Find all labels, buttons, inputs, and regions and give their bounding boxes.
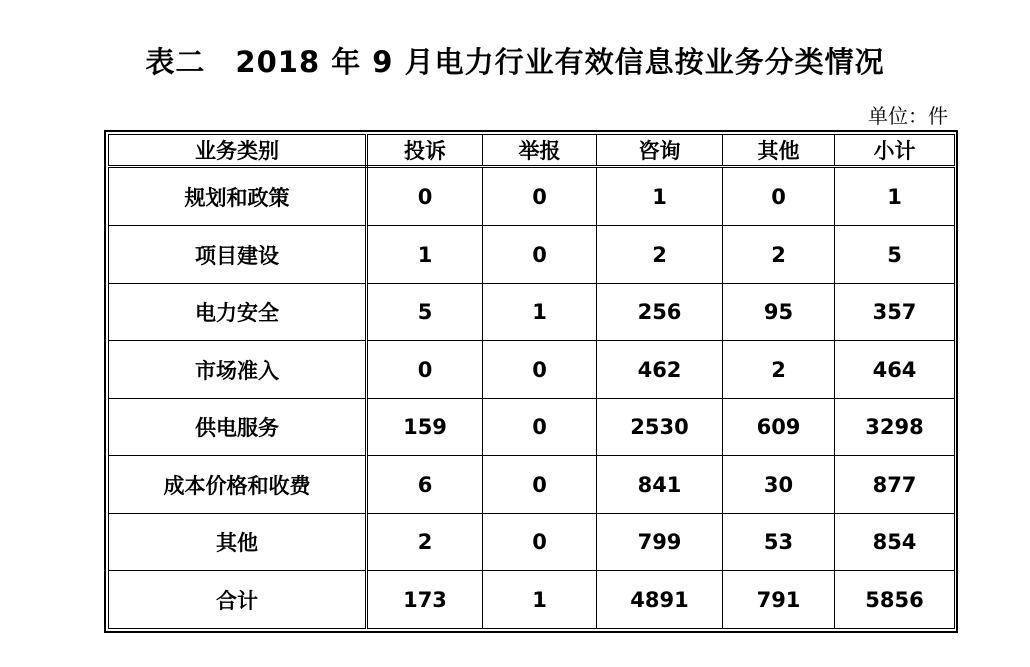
cell-inquiry: 799: [597, 513, 723, 571]
cell-subtotal: 1: [835, 167, 955, 226]
cell-inquiry: 1: [597, 167, 723, 226]
unit-label: 单位：件: [868, 104, 948, 128]
cell-other: 2: [723, 226, 835, 284]
header-category: 业务类别: [109, 135, 367, 167]
cell-subtotal: 357: [835, 283, 955, 341]
table-header-row: [109, 135, 955, 167]
cell-report: 1: [483, 283, 597, 341]
cell-subtotal: 877: [835, 456, 955, 514]
header-other: 其他: [723, 135, 835, 167]
cell-subtotal: 464: [835, 341, 955, 399]
cell-inquiry: 462: [597, 341, 723, 399]
cell-subtotal: 3298: [835, 398, 955, 456]
table-total-row: [109, 571, 955, 629]
row-category: 合计: [109, 571, 367, 629]
cell-complaint: 1: [367, 226, 483, 284]
cell-subtotal: 5856: [835, 571, 955, 629]
cell-subtotal: 854: [835, 513, 955, 571]
cell-complaint: 159: [367, 398, 483, 456]
row-category: 项目建设: [109, 226, 367, 284]
data-table-frame: [104, 130, 958, 633]
header-inquiry: 咨询: [597, 135, 723, 167]
cell-other: 95: [723, 283, 835, 341]
cell-other: 791: [723, 571, 835, 629]
cell-inquiry: 256: [597, 283, 723, 341]
table-row: [109, 226, 955, 284]
page-title: 表二 2018 年 9 月电力行业有效信息按业务分类情况: [145, 45, 885, 79]
header-complaint: 投诉: [367, 135, 483, 167]
cell-other: 53: [723, 513, 835, 571]
cell-report: 0: [483, 398, 597, 456]
cell-complaint: 0: [367, 167, 483, 226]
row-category: 电力安全: [109, 283, 367, 341]
cell-complaint: 6: [367, 456, 483, 514]
table-row: [109, 513, 955, 571]
cell-inquiry: 841: [597, 456, 723, 514]
table-row: [109, 283, 955, 341]
table-row: [109, 341, 955, 399]
row-category: 其他: [109, 513, 367, 571]
data-table: [108, 134, 955, 629]
cell-report: 0: [483, 341, 597, 399]
cell-inquiry: 2530: [597, 398, 723, 456]
header-report: 举报: [483, 135, 597, 167]
row-category: 市场准入: [109, 341, 367, 399]
table-row: [109, 456, 955, 514]
cell-report: 0: [483, 513, 597, 571]
cell-inquiry: 4891: [597, 571, 723, 629]
table-row: [109, 398, 955, 456]
cell-subtotal: 5: [835, 226, 955, 284]
cell-other: 609: [723, 398, 835, 456]
row-category: 成本价格和收费: [109, 456, 367, 514]
cell-complaint: 173: [367, 571, 483, 629]
row-category: 规划和政策: [109, 167, 367, 226]
cell-other: 2: [723, 341, 835, 399]
cell-complaint: 2: [367, 513, 483, 571]
cell-report: 0: [483, 226, 597, 284]
cell-report: 0: [483, 167, 597, 226]
table-row: [109, 167, 955, 226]
header-subtotal: 小计: [835, 135, 955, 167]
cell-report: 1: [483, 571, 597, 629]
cell-inquiry: 2: [597, 226, 723, 284]
cell-other: 0: [723, 167, 835, 226]
row-category: 供电服务: [109, 398, 367, 456]
cell-other: 30: [723, 456, 835, 514]
cell-complaint: 0: [367, 341, 483, 399]
cell-complaint: 5: [367, 283, 483, 341]
cell-report: 0: [483, 456, 597, 514]
